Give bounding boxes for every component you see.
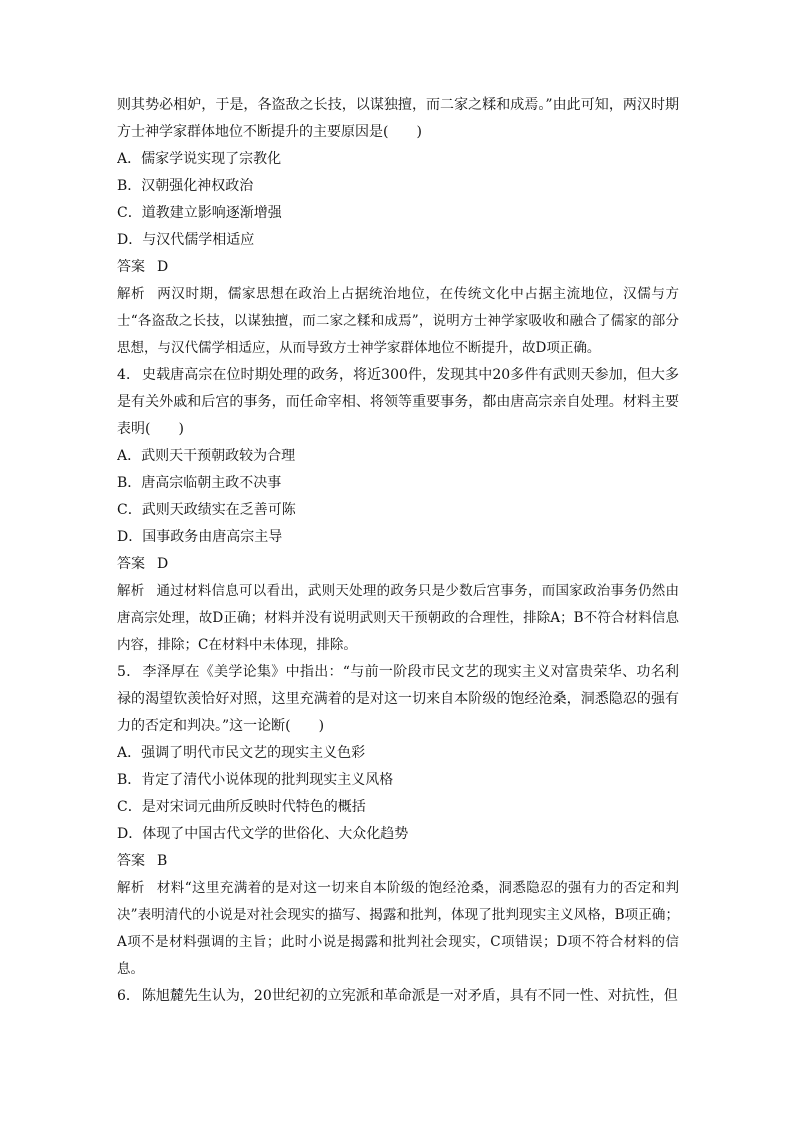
- option-d: D．体现了中国古代文学的世俗化、大众化趋势: [117, 826, 409, 842]
- analysis-label: 解析: [117, 583, 145, 599]
- question-number: 4．: [117, 367, 141, 383]
- question-6: [117, 983, 679, 1010]
- analysis-text: 两汉时期，儒家思想在政治上占据统治地位，在传统文化中占据主流地位，汉儒与方士“各盗敌之长技，以谋独擅，而二家之糅和成焉”，说明方士神学家吸收和融合了儒家的部分思想，与汉代儒学相适应，从而导致方士神学家群体地位不断提升，故D项正确。: [117, 286, 680, 356]
- question-text: 李泽厚在《美学论集》中指出：“与前一阶段市民文艺的现实主义对富贵荣华、功名利禄的渴望钦羡恰好对照，这里充满着的是对这一切来自本阶级的饱经沧桑，洞悉隐忍的强有力的否定和判决。”这一论断( ): [117, 664, 679, 734]
- option-d: D．国事政务由唐高宗主导: [117, 529, 283, 545]
- question-3: [117, 92, 679, 362]
- answer-value: B: [157, 853, 168, 869]
- question-number: 5．: [117, 664, 141, 680]
- analysis-label: 解析: [117, 286, 146, 302]
- question-5: [117, 659, 679, 983]
- document-page: [117, 92, 679, 1010]
- question-stem: [117, 983, 679, 1010]
- answer-value: D: [157, 259, 169, 275]
- answer-line: [117, 254, 679, 281]
- analysis-paragraph: [117, 281, 679, 362]
- answer-line: [117, 551, 679, 578]
- option-b: B．唐高宗临朝主政不决事: [117, 475, 282, 491]
- question-stem: [117, 659, 679, 740]
- answer-label: 答案: [117, 556, 145, 572]
- question-text: 史载唐高宗在位时期处理的政务，将近300件，发现其中20多件有武则天参加，但大多是有关外戚和后宫的事务，而任命宰相、将领等重要事务，都由唐高宗亲自处理。材料主要表明( ): [117, 367, 679, 437]
- answer-label: 答案: [117, 853, 145, 869]
- question-text: 陈旭麓先生认为，20世纪初的立宪派和革命派是一对矛盾，具有不同一性、对抗性，但: [141, 988, 678, 1004]
- analysis-paragraph: [117, 578, 679, 659]
- answer-value: D: [157, 556, 169, 572]
- answer-label: 答案: [117, 259, 145, 275]
- analysis-label: 解析: [117, 880, 145, 896]
- analysis-paragraph: [117, 875, 679, 983]
- option-c: C．道教建立影响逐渐增强: [117, 205, 282, 221]
- option-b: B．肯定了清代小说体现的批判现实主义风格: [117, 772, 394, 788]
- option-a: A．儒家学说实现了宗教化: [117, 151, 282, 167]
- option-b: B．汉朝强化神权政治: [117, 178, 254, 194]
- option-a: A．武则天干预朝政较为合理: [117, 448, 296, 464]
- question-stem: [117, 362, 679, 443]
- option-c: C．武则天政绩实在乏善可陈: [117, 502, 296, 518]
- option-c: C．是对宋词元曲所反映时代特色的概括: [117, 799, 366, 815]
- question-stem: 则其势必相妒，于是，各盗敌之长技，以谋独擅，而二家之糅和成焉。”由此可知，两汉时期方士神学家群体地位不断提升的主要原因是( ): [117, 97, 679, 140]
- question-4: [117, 362, 679, 659]
- option-a: A．强调了明代市民文艺的现实主义色彩: [117, 745, 366, 761]
- analysis-text: 通过材料信息可以看出，武则天处理的政务只是少数后宫事务，而国家政治事务仍然由唐高宗处理，故D正确；材料并没有说明武则天干预朝政的合理性，排除A；B不符合材料信息内容，排除；C在材料中未体现，排除。: [117, 583, 680, 653]
- answer-line: [117, 848, 679, 875]
- option-d: D．与汉代儒学相适应: [117, 232, 255, 248]
- question-number: 6．: [117, 988, 140, 1004]
- analysis-text: 材料“这里充满着的是对这一切来自本阶级的饱经沧桑，洞悉隐忍的强有力的否定和判决”表明清代的小说是对社会现实的描写、揭露和批判，体现了批判现实主义风格，B项正确；A项不是材料强调的主旨；此时小说是揭露和批判社会现实，C项错误；D项不符合材料的信息。: [117, 880, 680, 977]
